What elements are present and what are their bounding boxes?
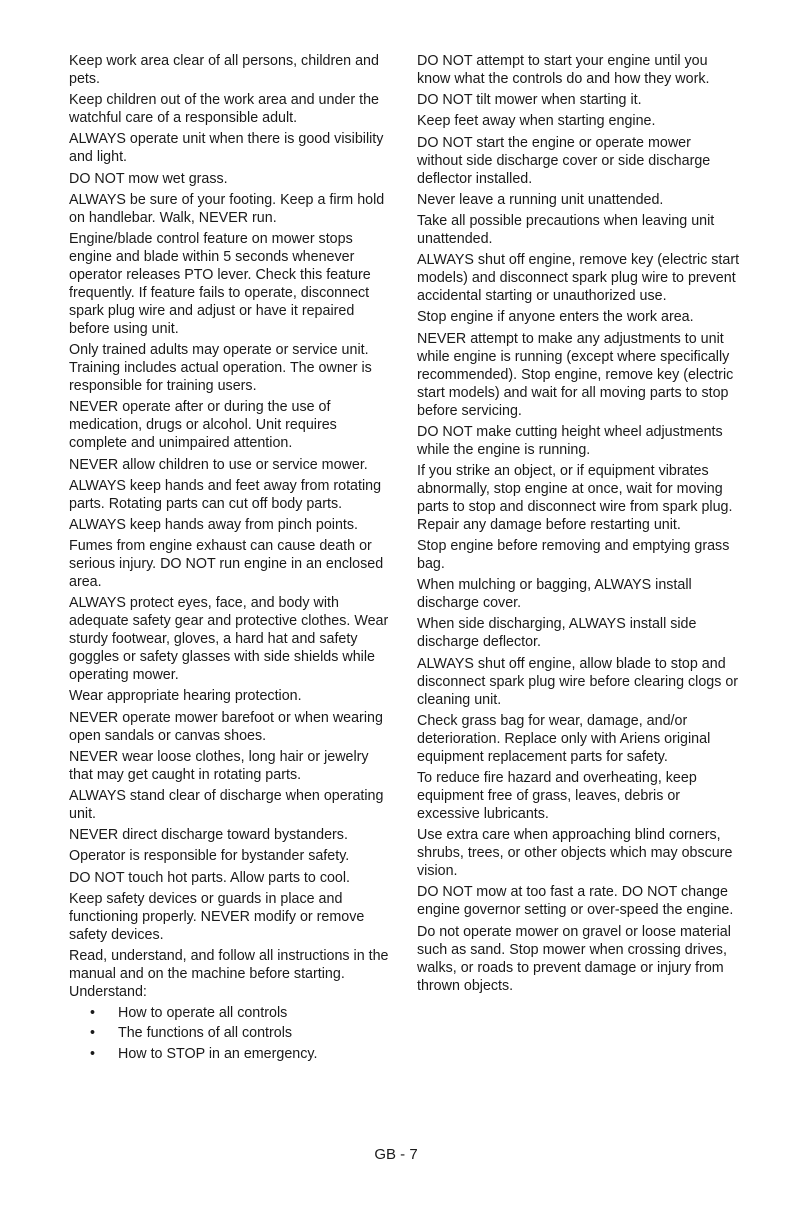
list-item-text: How to operate all controls xyxy=(118,1005,288,1022)
safety-paragraph: Take all possible precautions when leaving unit unattended. xyxy=(417,212,715,247)
safety-paragraph: When mulching or bagging, ALWAYS install discharge cover. xyxy=(417,577,692,612)
safety-paragraph: DO NOT tilt mower when starting it. xyxy=(417,92,642,109)
right-column xyxy=(417,52,740,998)
safety-paragraph: Only trained adults may operate or service unit. Training includes actual operation. The owner is responsible for training users. xyxy=(69,342,372,395)
safety-paragraph: NEVER direct discharge toward bystanders. xyxy=(69,827,348,844)
safety-paragraph: ALWAYS shut off engine, remove key (electric start models) and disconnect spark plug wire to prevent accidental starting or unauthorized use. xyxy=(417,252,740,305)
safety-paragraph: Stop engine if anyone enters the work area. xyxy=(417,309,694,326)
list-item xyxy=(69,1004,393,1022)
bullet-icon: • xyxy=(90,1005,96,1022)
list-item-text: The functions of all controls xyxy=(118,1025,293,1042)
safety-paragraph: ALWAYS operate unit when there is good visibility and light. xyxy=(69,131,384,166)
safety-paragraph: Operator is responsible for bystander safety. xyxy=(69,848,350,865)
safety-paragraph: Wear appropriate hearing protection. xyxy=(69,688,302,705)
safety-paragraph: ALWAYS shut off engine, allow blade to stop and disconnect spark plug wire before clearing clogs or cleaning unit. xyxy=(417,655,739,708)
safety-paragraph: Keep children out of the work area and under the watchful care of a responsible adult. xyxy=(69,92,379,127)
safety-paragraph: DO NOT make cutting height wheel adjustments while the engine is running. xyxy=(417,423,723,458)
safety-paragraph: Keep feet away when starting engine. xyxy=(417,113,656,130)
bullet-icon: • xyxy=(90,1045,96,1062)
safety-paragraph: Stop engine before removing and emptying grass bag. xyxy=(417,538,730,573)
safety-paragraph: ALWAYS keep hands away from pinch points. xyxy=(69,516,358,533)
list-item-text: How to STOP in an emergency. xyxy=(118,1045,318,1062)
safety-paragraph: DO NOT mow at too fast a rate. DO NOT change engine governor setting or over-speed the engine. xyxy=(417,884,734,919)
understand-list xyxy=(69,1004,393,1062)
list-item xyxy=(69,1024,393,1042)
safety-paragraph: Keep work area clear of all persons, children and pets. xyxy=(69,53,379,87)
left-column xyxy=(69,52,393,1065)
safety-paragraph: Do not operate mower on gravel or loose material such as sand. Stop mower when crossing drives, walks, or roads to prevent damage or injury from thrown objects. xyxy=(417,923,731,994)
safety-paragraph: DO NOT attempt to start your engine until you know what the controls do and how they work. xyxy=(417,53,710,87)
page-number: GB - 7 xyxy=(374,1146,418,1163)
safety-paragraph: ALWAYS stand clear of discharge when operating unit. xyxy=(69,788,384,822)
safety-paragraph: NEVER attempt to make any adjustments to unit while engine is running (except where specifically recommended). Stop engine, remove key (electric start models) and wait for all moving parts to stop before servicing. xyxy=(417,330,734,419)
safety-paragraph: NEVER operate mower barefoot or when wearing open sandals or canvas shoes. xyxy=(69,709,383,744)
safety-paragraph: Never leave a running unit unattended. xyxy=(417,191,664,208)
safety-paragraph: ALWAYS keep hands and feet away from rotating parts. Rotating parts can cut off body parts. xyxy=(69,477,382,512)
safety-paragraph: Check grass bag for wear, damage, and/or deterioration. Replace only with Ariens original equipment replacement parts for safety. xyxy=(417,712,711,765)
safety-paragraph: DO NOT mow wet grass. xyxy=(69,170,228,187)
bullet-icon: • xyxy=(90,1025,96,1042)
safety-paragraph: When side discharging, ALWAYS install side discharge deflector. xyxy=(417,616,697,651)
safety-paragraph: If you strike an object, or if equipment vibrates abnormally, stop engine at once, wait for moving parts to stop and disconnect wire from spark plug. Repair any damage before restarting unit. xyxy=(417,462,733,533)
safety-paragraph: Keep safety devices or guards in place and functioning properly. NEVER modify or remove safety devices. xyxy=(69,890,365,943)
safety-paragraph: NEVER wear loose clothes, long hair or jewelry that may get caught in rotating parts. xyxy=(69,748,369,783)
safety-paragraph: NEVER allow children to use or service mower. xyxy=(69,456,368,473)
safety-paragraph: Engine/blade control feature on mower stops engine and blade within 5 seconds whenever operator releases PTO lever. Check this feature frequently. If feature fails to operate, disconnect spark plug wire and adjust or have it repaired before using unit. xyxy=(69,230,371,337)
safety-paragraph: ALWAYS protect eyes, face, and body with adequate safety gear and protective clothes. Wear sturdy footwear, gloves, a hard hat and safety goggles or safety glasses with side shields while operating mower. xyxy=(69,595,389,684)
safety-paragraph: To reduce fire hazard and overheating, keep equipment free of grass, leaves, debris or excessive lubricants. xyxy=(417,770,697,822)
safety-paragraph: DO NOT touch hot parts. Allow parts to cool. xyxy=(69,869,351,886)
safety-paragraph: NEVER operate after or during the use of medication, drugs or alcohol. Unit requires complete and unimpaired attention. xyxy=(69,399,337,452)
list-item xyxy=(69,1045,393,1063)
safety-paragraph: DO NOT start the engine or operate mower without side discharge cover or side discharge deflector installed. xyxy=(417,134,711,187)
safety-paragraph: Use extra care when approaching blind corners, shrubs, trees, or other objects which may obscure vision. xyxy=(417,827,733,880)
safety-paragraph: Read, understand, and follow all instructions in the manual and on the machine before starting. Understand: xyxy=(69,947,389,1000)
safety-paragraph: Fumes from engine exhaust can cause death or serious injury. DO NOT run engine in an enclosed area. xyxy=(69,538,384,591)
safety-paragraph: ALWAYS be sure of your footing. Keep a firm hold on handlebar. Walk, NEVER run. xyxy=(69,191,385,226)
